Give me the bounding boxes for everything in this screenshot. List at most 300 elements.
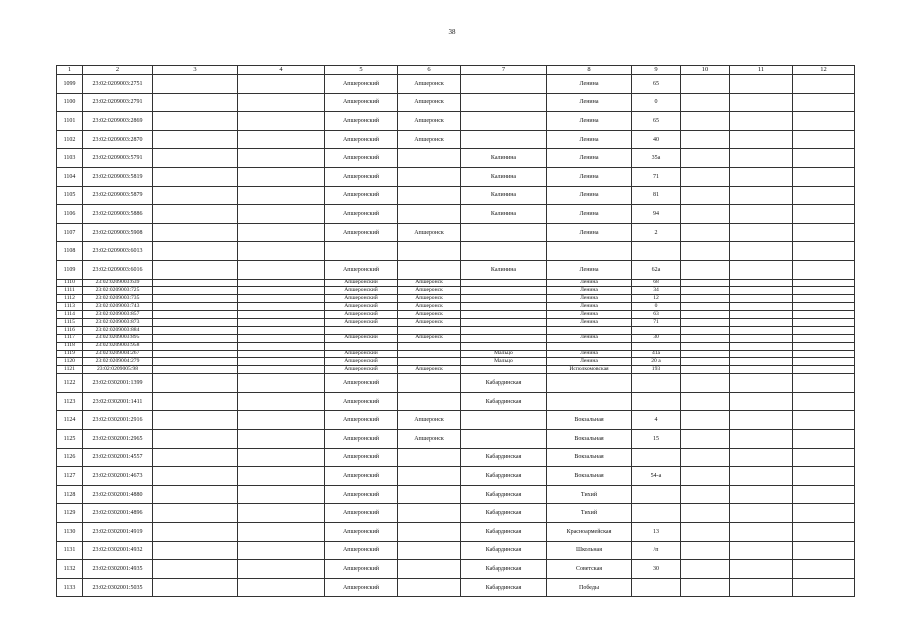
house-number-cell: 30 <box>632 334 681 342</box>
cell-col-12 <box>793 411 855 430</box>
cell-col-12 <box>793 186 855 205</box>
locality-cell <box>461 75 547 94</box>
cell-col-3 <box>153 311 238 319</box>
settlement-cell <box>398 350 461 358</box>
cell-col-10 <box>681 374 730 393</box>
cell-col-10 <box>681 93 730 112</box>
cell-col-11 <box>730 560 793 579</box>
cell-col-3 <box>153 448 238 467</box>
cell-col-12 <box>793 223 855 242</box>
cell-col-11 <box>730 112 793 131</box>
street-cell <box>547 374 632 393</box>
row-number: 1112 <box>57 295 83 303</box>
house-number-cell: 20 а <box>632 358 681 366</box>
cell-col-12 <box>793 287 855 295</box>
cell-col-12 <box>793 242 855 261</box>
district-cell: Апшеронский <box>325 392 398 411</box>
locality-cell: Кабардинская <box>461 522 547 541</box>
cell-col-4 <box>238 326 325 334</box>
house-number-cell: 54-а <box>632 467 681 486</box>
cell-col-10 <box>681 578 730 597</box>
cadastral-number: 23:02:0209004:279 <box>83 358 153 366</box>
cell-col-11 <box>730 149 793 168</box>
cadastral-number: 23:02:0302001:4880 <box>83 485 153 504</box>
table-row <box>57 242 855 261</box>
table-row <box>57 560 855 579</box>
cadastral-number: 23:02:0209003:735 <box>83 295 153 303</box>
cell-col-11 <box>730 448 793 467</box>
table-row <box>57 260 855 279</box>
settlement-cell: Апшеронск <box>398 318 461 326</box>
locality-cell <box>461 430 547 449</box>
house-number-cell: 65 <box>632 112 681 131</box>
locality-cell: Калинина <box>461 149 547 168</box>
house-number-cell: 193 <box>632 366 681 374</box>
row-number: 1105 <box>57 186 83 205</box>
cell-col-11 <box>730 358 793 366</box>
cell-col-12 <box>793 430 855 449</box>
house-number-cell: /п <box>632 541 681 560</box>
cell-col-11 <box>730 578 793 597</box>
house-number-cell: 41а <box>632 350 681 358</box>
row-number: 1122 <box>57 374 83 393</box>
locality-cell <box>461 311 547 319</box>
settlement-cell <box>398 358 461 366</box>
cell-col-11 <box>730 334 793 342</box>
table-row <box>57 334 855 342</box>
cell-col-12 <box>793 342 855 350</box>
cadastral-number: 23:02:0209003:884 <box>83 326 153 334</box>
house-number-cell <box>632 392 681 411</box>
house-number-cell <box>632 374 681 393</box>
district-cell: Апшеронский <box>325 75 398 94</box>
cell-col-3 <box>153 334 238 342</box>
table-row <box>57 75 855 94</box>
cell-col-12 <box>793 350 855 358</box>
settlement-cell <box>398 522 461 541</box>
row-number: 1126 <box>57 448 83 467</box>
cell-col-4 <box>238 130 325 149</box>
cell-col-10 <box>681 318 730 326</box>
locality-cell: Кабардинская <box>461 541 547 560</box>
cell-col-3 <box>153 295 238 303</box>
locality-cell <box>461 130 547 149</box>
settlement-cell <box>398 541 461 560</box>
district-cell: Апшеронский <box>325 374 398 393</box>
cell-col-12 <box>793 326 855 334</box>
cadastral-number: 23:02:0209003:639 <box>83 279 153 287</box>
table-row <box>57 522 855 541</box>
table-row <box>57 342 855 350</box>
house-number-cell: 0 <box>632 303 681 311</box>
house-number-cell: 4 <box>632 411 681 430</box>
settlement-cell <box>398 167 461 186</box>
row-number: 1108 <box>57 242 83 261</box>
locality-cell: Кабардинская <box>461 578 547 597</box>
cell-col-12 <box>793 279 855 287</box>
cell-col-11 <box>730 130 793 149</box>
cell-col-4 <box>238 578 325 597</box>
street-cell: Ленина <box>547 287 632 295</box>
settlement-cell: Апшеронск <box>398 303 461 311</box>
row-number: 1111 <box>57 287 83 295</box>
row-number: 1102 <box>57 130 83 149</box>
cell-col-10 <box>681 366 730 374</box>
cell-col-12 <box>793 485 855 504</box>
locality-cell <box>461 223 547 242</box>
cell-col-3 <box>153 303 238 311</box>
table-row <box>57 303 855 311</box>
house-number-cell: 65 <box>632 75 681 94</box>
table-row <box>57 311 855 319</box>
cell-col-11 <box>730 411 793 430</box>
cell-col-4 <box>238 205 325 224</box>
district-cell: Апшеронский <box>325 358 398 366</box>
cadastral-number: 23:02:0302001:4935 <box>83 560 153 579</box>
cell-col-3 <box>153 467 238 486</box>
house-number-cell: 0 <box>632 93 681 112</box>
table-row <box>57 374 855 393</box>
cell-col-11 <box>730 75 793 94</box>
cell-col-11 <box>730 326 793 334</box>
street-cell <box>547 392 632 411</box>
cell-col-10 <box>681 350 730 358</box>
column-header: 6 <box>398 66 461 75</box>
locality-cell <box>461 93 547 112</box>
settlement-cell <box>398 260 461 279</box>
locality-cell <box>461 112 547 131</box>
cell-col-3 <box>153 504 238 523</box>
district-cell: Апшеронский <box>325 448 398 467</box>
locality-cell: Калинина <box>461 260 547 279</box>
cadastral-number: 23:02:0209003:895 <box>83 334 153 342</box>
cell-col-11 <box>730 295 793 303</box>
street-cell: Ленина <box>547 279 632 287</box>
district-cell: Апшеронский <box>325 303 398 311</box>
cell-col-10 <box>681 242 730 261</box>
settlement-cell <box>398 186 461 205</box>
table-row <box>57 467 855 486</box>
cadastral-number: 23:02:0209003:2869 <box>83 112 153 131</box>
cell-col-3 <box>153 167 238 186</box>
cell-col-10 <box>681 342 730 350</box>
cadastral-number: 23:02:0302001:4932 <box>83 541 153 560</box>
district-cell: Апшеронский <box>325 485 398 504</box>
row-number: 1128 <box>57 485 83 504</box>
cell-col-10 <box>681 295 730 303</box>
column-header: 7 <box>461 66 547 75</box>
cell-col-10 <box>681 358 730 366</box>
settlement-cell <box>398 392 461 411</box>
cadastral-number: 23:02:0302001:1399 <box>83 374 153 393</box>
cell-col-12 <box>793 205 855 224</box>
cell-col-3 <box>153 93 238 112</box>
district-cell: Апшеронский <box>325 149 398 168</box>
cell-col-4 <box>238 358 325 366</box>
cell-col-4 <box>238 186 325 205</box>
cell-col-12 <box>793 467 855 486</box>
settlement-cell: Апшеронск <box>398 279 461 287</box>
house-number-cell: 30 <box>632 560 681 579</box>
cell-col-4 <box>238 374 325 393</box>
street-cell: Ленина <box>547 318 632 326</box>
cell-col-11 <box>730 504 793 523</box>
table-row <box>57 350 855 358</box>
cell-col-12 <box>793 578 855 597</box>
settlement-cell <box>398 448 461 467</box>
cell-col-11 <box>730 374 793 393</box>
street-cell: Ленина <box>547 260 632 279</box>
row-number: 1130 <box>57 522 83 541</box>
street-cell: Ленина <box>547 186 632 205</box>
locality-cell <box>461 279 547 287</box>
row-number: 1118 <box>57 342 83 350</box>
row-number: 1099 <box>57 75 83 94</box>
table-row <box>57 358 855 366</box>
cell-col-11 <box>730 186 793 205</box>
cell-col-4 <box>238 448 325 467</box>
cell-col-4 <box>238 287 325 295</box>
cell-col-12 <box>793 311 855 319</box>
registry-table <box>56 65 855 597</box>
house-number-cell <box>632 485 681 504</box>
house-number-cell: 15 <box>632 430 681 449</box>
table-row <box>57 149 855 168</box>
cell-col-3 <box>153 366 238 374</box>
cell-col-4 <box>238 522 325 541</box>
settlement-cell <box>398 467 461 486</box>
cell-col-12 <box>793 303 855 311</box>
house-number-cell: 40 <box>632 130 681 149</box>
cadastral-number: 23:02:0209003:958 <box>83 342 153 350</box>
table-row <box>57 223 855 242</box>
locality-cell: Кабардинская <box>461 485 547 504</box>
cell-col-11 <box>730 205 793 224</box>
column-header: 2 <box>83 66 153 75</box>
column-header: 10 <box>681 66 730 75</box>
row-number: 1110 <box>57 279 83 287</box>
street-cell: Тихий <box>547 504 632 523</box>
street-cell: Вокзальная <box>547 448 632 467</box>
cell-col-4 <box>238 223 325 242</box>
cell-col-3 <box>153 541 238 560</box>
cell-col-4 <box>238 279 325 287</box>
table-row <box>57 541 855 560</box>
house-number-cell: 62а <box>632 260 681 279</box>
table-row <box>57 326 855 334</box>
district-cell: Апшеронский <box>325 205 398 224</box>
locality-cell: Кабардинская <box>461 504 547 523</box>
table-row <box>57 485 855 504</box>
settlement-cell: Апшеронск <box>398 411 461 430</box>
house-number-cell: 63 <box>632 311 681 319</box>
district-cell: Апшеронский <box>325 578 398 597</box>
cell-col-3 <box>153 342 238 350</box>
row-number: 1117 <box>57 334 83 342</box>
row-number: 1119 <box>57 350 83 358</box>
table-row <box>57 186 855 205</box>
cadastral-number: 23:02:0209003:5819 <box>83 167 153 186</box>
cell-col-10 <box>681 205 730 224</box>
street-cell: Ленина <box>547 358 632 366</box>
settlement-cell: Апшеронск <box>398 295 461 303</box>
district-cell: Апшеронский <box>325 522 398 541</box>
cell-col-10 <box>681 504 730 523</box>
cell-col-3 <box>153 279 238 287</box>
row-number: 1133 <box>57 578 83 597</box>
district-cell <box>325 242 398 261</box>
street-cell <box>547 242 632 261</box>
cell-col-10 <box>681 149 730 168</box>
district-cell: Апшеронский <box>325 467 398 486</box>
cell-col-10 <box>681 541 730 560</box>
street-cell: Вокзальная <box>547 411 632 430</box>
column-header: 5 <box>325 66 398 75</box>
district-cell: Апшеронский <box>325 430 398 449</box>
cell-col-11 <box>730 279 793 287</box>
cell-col-11 <box>730 392 793 411</box>
cell-col-11 <box>730 287 793 295</box>
locality-cell: Кабардинская <box>461 560 547 579</box>
district-cell: Апшеронский <box>325 560 398 579</box>
cell-col-12 <box>793 334 855 342</box>
settlement-cell: Апшеронск <box>398 430 461 449</box>
cell-col-10 <box>681 75 730 94</box>
cell-col-12 <box>793 504 855 523</box>
cell-col-10 <box>681 326 730 334</box>
cell-col-3 <box>153 350 238 358</box>
cadastral-number: 23:02:0302001:4896 <box>83 504 153 523</box>
table-row <box>57 411 855 430</box>
cell-col-3 <box>153 287 238 295</box>
cell-col-10 <box>681 130 730 149</box>
cell-col-11 <box>730 522 793 541</box>
row-number: 1101 <box>57 112 83 131</box>
street-cell: Ленина <box>547 93 632 112</box>
settlement-cell <box>398 342 461 350</box>
locality-cell: Мальцо <box>461 350 547 358</box>
street-cell: Ленина <box>547 223 632 242</box>
column-header: 11 <box>730 66 793 75</box>
cell-col-11 <box>730 485 793 504</box>
locality-cell <box>461 303 547 311</box>
cell-col-11 <box>730 541 793 560</box>
street-cell: Тихий <box>547 485 632 504</box>
cell-col-12 <box>793 130 855 149</box>
cell-col-12 <box>793 295 855 303</box>
cell-col-11 <box>730 260 793 279</box>
cell-col-12 <box>793 374 855 393</box>
locality-cell: Кабардинская <box>461 392 547 411</box>
house-number-cell: 81 <box>632 186 681 205</box>
cell-col-10 <box>681 448 730 467</box>
district-cell: Апшеронский <box>325 334 398 342</box>
cell-col-12 <box>793 541 855 560</box>
cell-col-3 <box>153 260 238 279</box>
table-row <box>57 295 855 303</box>
row-number: 1120 <box>57 358 83 366</box>
cell-col-4 <box>238 112 325 131</box>
cell-col-12 <box>793 149 855 168</box>
column-header: 8 <box>547 66 632 75</box>
cadastral-number: 23:02:0302001:5035 <box>83 578 153 597</box>
street-cell: Школьная <box>547 541 632 560</box>
cell-col-10 <box>681 279 730 287</box>
street-cell: Ленина <box>547 167 632 186</box>
row-number: 1132 <box>57 560 83 579</box>
street-cell: Исполкомовская <box>547 366 632 374</box>
street-cell: Ленина <box>547 311 632 319</box>
cadastral-number: 23:02:0209004:267 <box>83 350 153 358</box>
cell-col-10 <box>681 112 730 131</box>
district-cell: Апшеронский <box>325 279 398 287</box>
cell-col-3 <box>153 130 238 149</box>
cell-col-11 <box>730 303 793 311</box>
row-number: 1103 <box>57 149 83 168</box>
cell-col-12 <box>793 75 855 94</box>
cell-col-4 <box>238 242 325 261</box>
column-header: 4 <box>238 66 325 75</box>
cell-col-10 <box>681 287 730 295</box>
column-header: 3 <box>153 66 238 75</box>
column-header: 12 <box>793 66 855 75</box>
cell-col-10 <box>681 260 730 279</box>
settlement-cell: Апшеронск <box>398 93 461 112</box>
cell-col-3 <box>153 186 238 205</box>
cell-col-4 <box>238 560 325 579</box>
cell-col-12 <box>793 522 855 541</box>
cadastral-number: 23:02:0209003:857 <box>83 311 153 319</box>
house-number-cell: 68 <box>632 279 681 287</box>
cell-col-12 <box>793 260 855 279</box>
settlement-cell <box>398 504 461 523</box>
house-number-cell: 35а <box>632 149 681 168</box>
row-number: 1114 <box>57 311 83 319</box>
street-cell: Ленина <box>547 334 632 342</box>
cell-col-11 <box>730 167 793 186</box>
cell-col-3 <box>153 485 238 504</box>
cadastral-number: 23:02:0209003:6013 <box>83 242 153 261</box>
locality-cell <box>461 334 547 342</box>
district-cell: Апшеронский <box>325 541 398 560</box>
row-number: 1107 <box>57 223 83 242</box>
cell-col-3 <box>153 430 238 449</box>
district-cell: Апшеронский <box>325 295 398 303</box>
cell-col-10 <box>681 485 730 504</box>
cell-col-10 <box>681 167 730 186</box>
cadastral-number: 23:02:0209003:6016 <box>83 260 153 279</box>
district-cell: Апшеронский <box>325 311 398 319</box>
settlement-cell <box>398 326 461 334</box>
column-header: 9 <box>632 66 681 75</box>
row-number: 1123 <box>57 392 83 411</box>
table-row <box>57 112 855 131</box>
cell-col-4 <box>238 149 325 168</box>
settlement-cell: Апшеронск <box>398 112 461 131</box>
locality-cell: Калинина <box>461 205 547 224</box>
settlement-cell <box>398 374 461 393</box>
row-number: 1121 <box>57 366 83 374</box>
row-number: 1115 <box>57 318 83 326</box>
cadastral-number: 23:02:0209003:5886 <box>83 205 153 224</box>
row-number: 1125 <box>57 430 83 449</box>
house-number-cell <box>632 326 681 334</box>
street-cell <box>547 342 632 350</box>
cadastral-number: 23:02:0209003:873 <box>83 318 153 326</box>
cell-col-4 <box>238 467 325 486</box>
cell-col-3 <box>153 149 238 168</box>
cadastral-number: 23:02:0302001:4557 <box>83 448 153 467</box>
